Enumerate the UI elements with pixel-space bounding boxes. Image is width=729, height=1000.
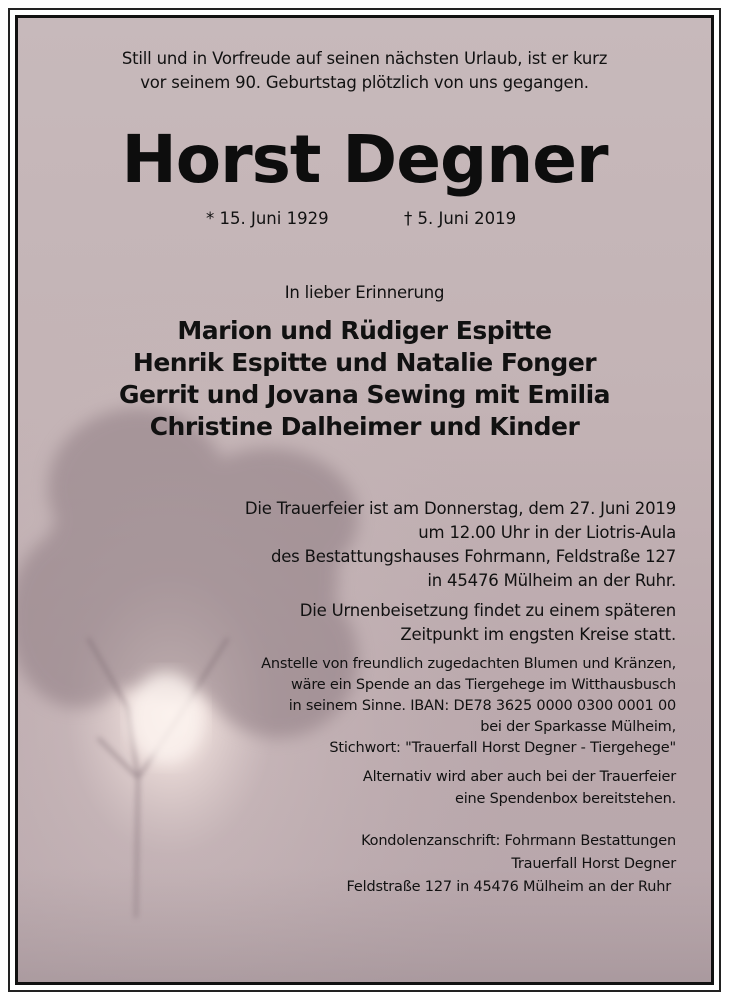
mourner-line: Christine Dalheimer und Kinder [149,412,580,441]
condolence-line: Trauerfall Horst Degner [511,856,676,872]
intro-line-2: vor seinem 90. Geburtstag plötzlich von uns gegangen. [140,73,589,92]
obituary-content [18,18,711,982]
ceremony-line: in 45476 Mülheim an der Ruhr. [427,571,676,590]
ceremony-line: Die Trauerfeier ist am Donnerstag, dem 27. Juni 2019 [244,499,676,518]
birth-date: * 15. Juni 1929 [206,209,329,228]
mourner-line: Henrik Espitte und Natalie Fonger [132,348,597,377]
mourner-line: Marion und Rüdiger Espitte [177,316,552,345]
death-date: † 5. Juni 2019 [404,209,517,228]
ceremony-line: um 12.00 Uhr in der Liotris-Aula [418,523,676,542]
obituary-card [15,15,714,985]
donation-line: bei der Sparkasse Mülheim, [480,719,676,735]
memory-heading: In lieber Erinnerung [284,283,445,302]
donation-line: Stichwort: "Trauerfall Horst Degner - Tiergehege" [329,740,676,756]
mourner-line: Gerrit und Jovana Sewing mit Emilia [118,380,611,409]
deceased-name: Horst Degner [121,121,608,198]
donation-iban-line: in seinem Sinne. IBAN: DE78 3625 0000 0300 0001 00 [288,698,676,714]
urn-line: Die Urnenbeisetzung findet zu einem späteren [299,601,676,620]
donation-line: Anstelle von freundlich zugedachten Blumen und Kränzen, [261,656,676,672]
alternative-line: Alternativ wird aber auch bei der Trauerfeier [362,769,676,785]
alternative-line: eine Spendenbox bereitstehen. [455,791,676,807]
condolence-address: Feldstraße 127 in 45476 Mülheim an der Ruhr [346,879,671,895]
intro-line-1: Still und in Vorfreude auf seinen nächsten Urlaub, ist er kurz [121,49,608,68]
condolence-line: Kondolenzanschrift: Fohrmann Bestattungen [361,833,676,849]
donation-line: wäre ein Spende an das Tiergehege im Witthausbusch [290,677,676,693]
urn-line: Zeitpunkt im engsten Kreise statt. [400,625,676,644]
ceremony-line: des Bestattungshauses Fohrmann, Feldstraße 127 [270,547,676,566]
